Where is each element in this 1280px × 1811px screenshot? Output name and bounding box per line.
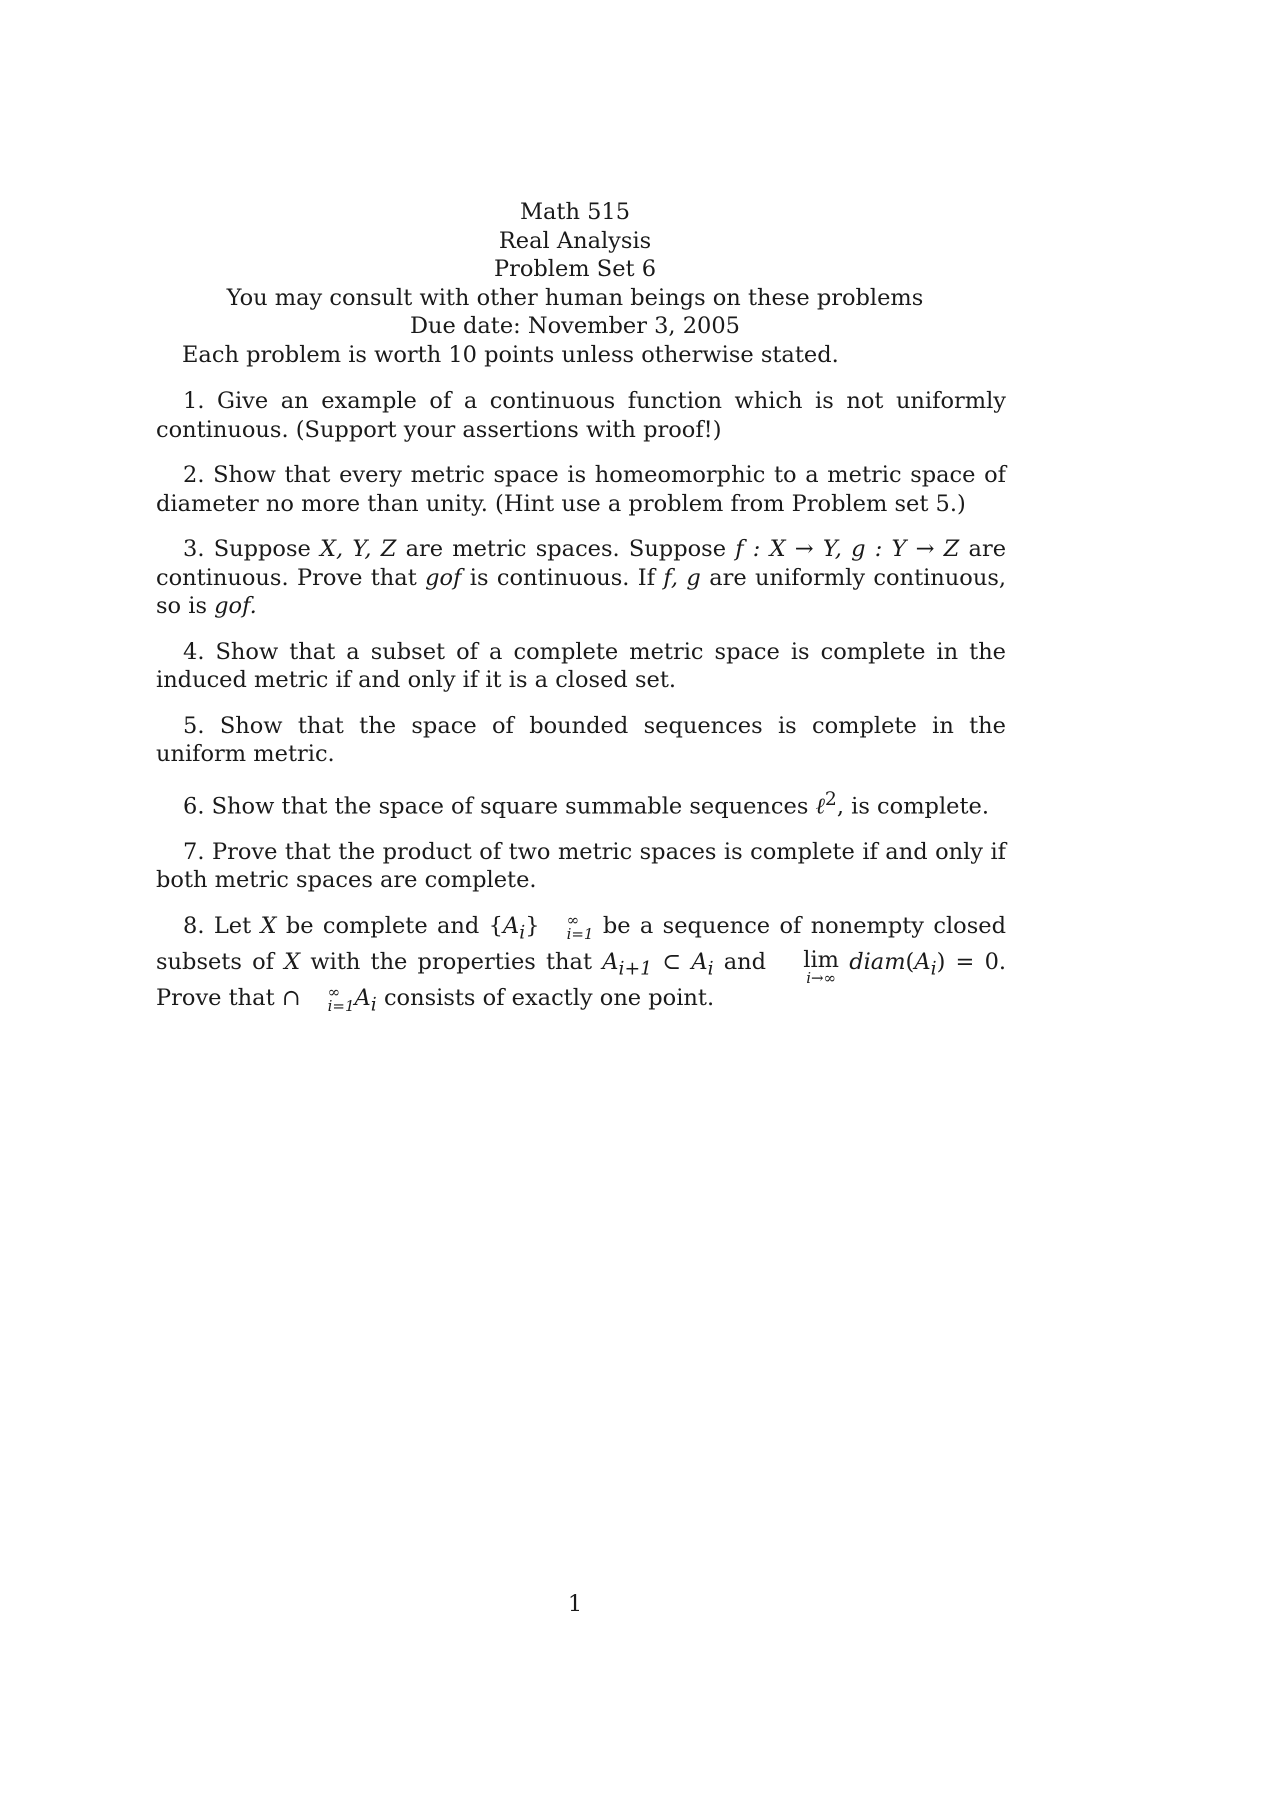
problem-text: Give an example of a continuous function which is not uniformly continuous. (Support your assertions with proof!): [156, 388, 1006, 443]
problem-text: Prove that the product of two metric spaces is complete if and only if both metric spaces are complete.: [156, 838, 1006, 893]
problem-number: 7.: [183, 838, 205, 865]
subscript: i: [930, 958, 937, 979]
math-expression: X, Y, Z: [320, 536, 397, 562]
limit-word: lim: [803, 946, 839, 973]
problem-set-title: Problem Set 6: [493, 256, 657, 282]
collaboration-note: You may consult with other human beings on these problems: [226, 284, 924, 311]
problem-text: Let: [213, 912, 252, 939]
problem-number: 5.: [183, 712, 205, 739]
sup-sub-stack: [540, 910, 594, 943]
problem-number: 4.: [183, 638, 205, 665]
subscript: i: [370, 994, 377, 1015]
problem-3: [156, 535, 1006, 621]
math-symbol: ⊂: [662, 948, 682, 975]
header-block: [0, 198, 1150, 341]
problem-number: 6.: [183, 793, 205, 819]
due-date: Due date: November 3, 2005: [409, 313, 740, 339]
math-symbol: A: [602, 948, 619, 975]
math-symbol: A: [354, 984, 371, 1011]
problem-8: 8. Let X be complete and $\{A_i\}$ ∞ i=1 be a sequence of nonempty closed subsets of X with the properties that $A_{i+1}$ ⊂ $A_i$ and lim i→∞ $diam(A_i) = 0$. Prove that ∩ ∞ i=1 $A_i$ consists of exactly one point.: [156, 910, 1007, 1015]
math-symbol: A: [502, 912, 520, 939]
problem-text: is continuous. If: [469, 564, 656, 591]
problem-number: 8.: [183, 912, 205, 939]
problem-text: Show that a subset of a complete metric space is complete in the induced metric if and only if it is a closed set.: [156, 638, 1007, 693]
problem-4: [156, 638, 1006, 695]
math-symbol: A: [691, 948, 708, 975]
subscript: i+1: [618, 958, 653, 979]
math-symbol: diam: [849, 948, 906, 975]
problem-2: [156, 461, 1006, 518]
subscript: i=1: [566, 924, 594, 943]
problem-text: and: [723, 948, 767, 975]
math-expression: gof: [425, 564, 462, 591]
problem-text: Suppose: [213, 536, 311, 562]
subscript: i=1: [327, 996, 355, 1015]
math-symbol: X: [260, 912, 277, 939]
problem-text: with the properties that: [310, 948, 593, 975]
problem-list: [156, 387, 1006, 1037]
superscript: ∞: [566, 910, 580, 929]
limit-operator: [776, 946, 839, 987]
problem-text: Show that the space of square summable sequences: [211, 793, 809, 819]
math-symbol: }: [525, 912, 540, 939]
sup-sub-stack: [301, 982, 355, 1015]
math-expression: f, g: [663, 564, 701, 591]
math-expression: f : X → Y, g : Y → Z: [735, 536, 960, 562]
problem-text: , is complete.: [836, 793, 989, 819]
subscript: i: [519, 922, 526, 943]
page-number: 1: [567, 1591, 583, 1617]
problem-5: [156, 712, 1006, 769]
problem-number: 3.: [183, 536, 205, 562]
problem-1: [156, 387, 1006, 444]
problem-text: be complete and {: [285, 912, 503, 939]
course-title: Math 515: [519, 199, 631, 225]
superscript: 2: [824, 788, 837, 810]
subject-title: Real Analysis: [498, 227, 652, 254]
problem-text: are metric spaces. Suppose: [405, 536, 727, 562]
problem-text: Show that the space of bounded sequences is complete in the uniform metric.: [156, 712, 1006, 767]
problem-7: [156, 838, 1006, 895]
problem-text: Show that every metric space is homeomorphic to a metric space of diameter no more than unity. (Hint use a problem from Problem set 5.): [156, 462, 1006, 517]
limit-subscript: i→∞: [806, 968, 837, 987]
intro-text: Each problem is worth 10 points unless otherwise stated.: [182, 342, 839, 368]
math-expression: gof.: [214, 593, 257, 619]
math-symbol: ℓ: [815, 793, 825, 819]
problem-6: [156, 786, 1006, 821]
subscript: i: [707, 958, 714, 979]
problem-number: 2.: [183, 462, 205, 488]
problem-text: be a sequence of nonempty closed subsets of: [156, 912, 1006, 975]
problem-text: are uniformly continuous, so is: [156, 564, 1007, 619]
superscript: ∞: [327, 982, 341, 1001]
math-symbol: X: [284, 948, 301, 975]
math-symbol: A: [914, 948, 931, 975]
problem-text: are continuous. Prove that: [156, 536, 1007, 591]
problem-text: consists of exactly one point.: [383, 984, 715, 1011]
problem-number: 1.: [183, 388, 205, 414]
problem-text: ) = 0. Prove that ∩: [156, 948, 1007, 1011]
